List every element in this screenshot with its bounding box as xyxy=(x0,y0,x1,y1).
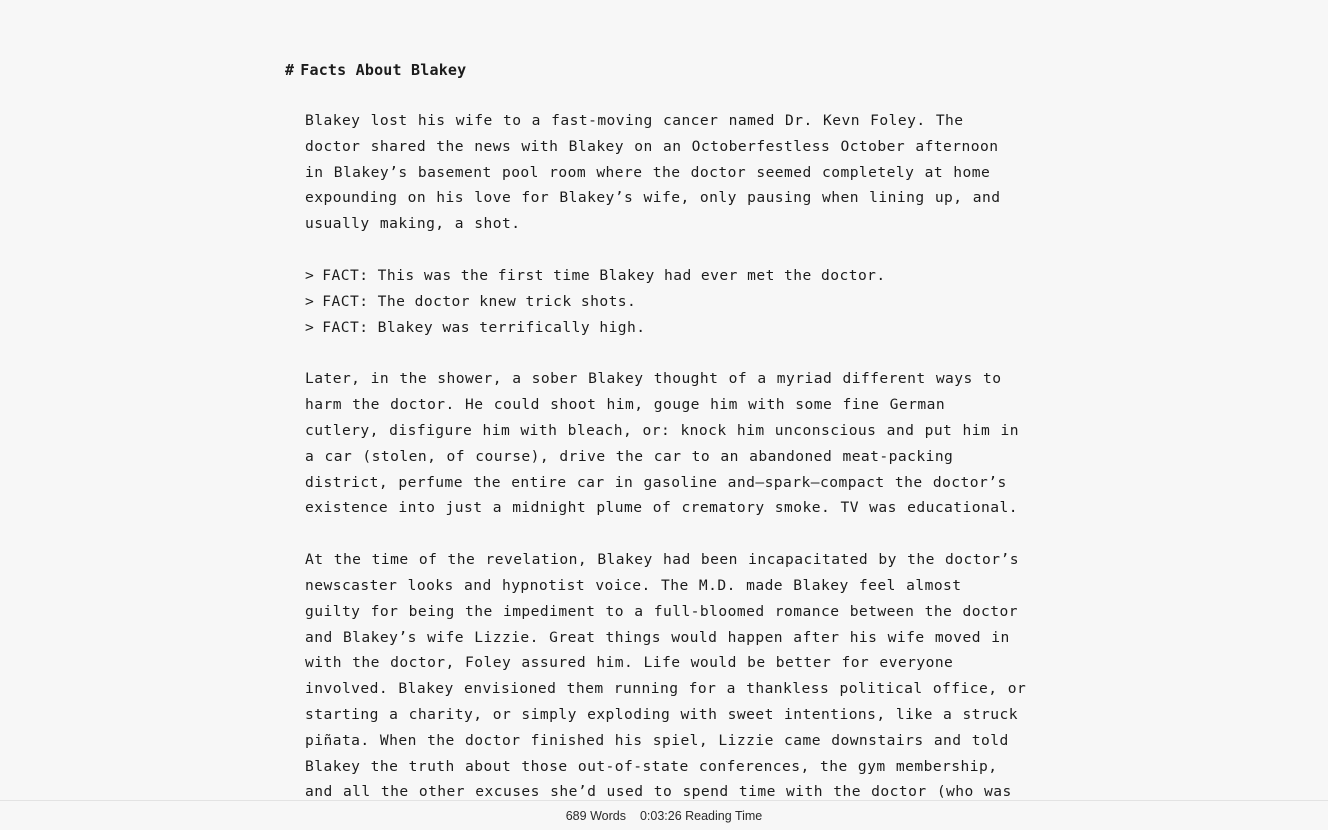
document[interactable] xyxy=(285,56,1045,800)
fact-text: FACT: The doctor knew trick shots. xyxy=(322,292,637,310)
paragraph-1: Blakey lost his wife to a fast-moving cancer named Dr. Kevn Foley. The doctor shared the news with Blakey on an Octoberfestless October afternoon in Blakey’s basement pool room where the doctor seemed completely at home expounding on his love for Blakey’s wife, only pausing when lining up, and usually making, a shot. xyxy=(305,112,1001,233)
word-count[interactable]: 689 Words xyxy=(565,808,626,823)
paragraph-3: At the time of the revelation, Blakey had been incapacitated by the doctor’s newscaster looks and hypnotist voice. The M.D. made Blakey feel almost guilty for being the impediment to a full-bloomed romance between the doctor and Blakey’s wife Lizzie. Great things would happen after his wife moved in with the doctor, Foley assured him. Life would be better for everyone involved. Blakey envisioned them running for a thankless political office, or starting a charity, or simply exploding with sweet intentions, like a struck piñata. When the doctor finished his spiel, Lizzie came downstairs and told Blakey the truth about those out-of-state conferences, the gym membership, and all the other excuses she’d used to spend time with the doctor (who was xyxy=(305,551,1027,800)
fact-text: FACT: This was the first time Blakey had ever met the doctor. xyxy=(322,266,886,284)
reading-time[interactable]: 0:03:26 Reading Time xyxy=(639,808,763,823)
status-bar xyxy=(0,800,1328,830)
fact-line xyxy=(305,315,1045,341)
quote-markdown-mark: > xyxy=(305,292,315,310)
fact-text: FACT: Blakey was terrifically high. xyxy=(322,318,646,336)
paragraph-2: Later, in the shower, a sober Blakey thought of a myriad different ways to harm the doctor. He could shoot him, gouge him with some fine German cutlery, disfigure him with bleach, or: knock him unconscious and put him in a car (stolen, of course), drive the car to an abandoned meat-packing district, perfume the entire car in gasoline and—spark—compact the doctor’s existence into just a midnight plume of crematory smoke. TV was educational. xyxy=(305,370,1019,517)
quote-markdown-mark: > xyxy=(305,318,315,336)
fact-line xyxy=(305,263,1045,289)
blockquote-facts xyxy=(305,263,1045,340)
quote-markdown-mark: > xyxy=(305,266,315,284)
fact-line xyxy=(305,289,1045,315)
heading-markdown-mark: # xyxy=(285,61,295,79)
heading-text: Facts About Blakey xyxy=(300,61,467,79)
document-heading xyxy=(285,56,1045,84)
